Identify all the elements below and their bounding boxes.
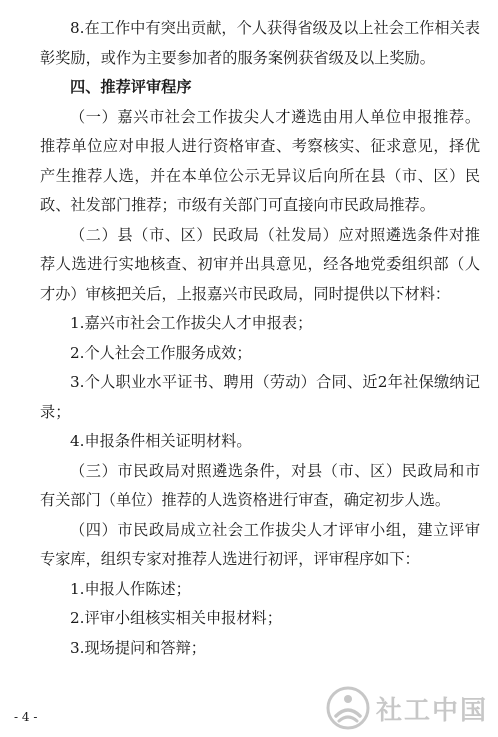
paragraph-item-8: 8.在工作中有突出贡献，个人获得省级及以上社会工作相关表彰奖励，或作为主要参加者的服务案例获省级及以上奖励。: [40, 19, 480, 67]
paragraph-step-1: （一）嘉兴市社会工作拔尖人才遴选由用人单位申报推荐。推荐单位应对申报人进行资格审查、考察核实、征求意见，择优产生推荐人选，并在本单位公示无异议后向所在县（市、区）民政、社发部门推荐；市级有关部门可直接向市民政局推荐。: [40, 107, 480, 214]
watermark-text: 社工中国: [375, 695, 488, 726]
paragraph-step-3: （三）市民政局对照遴选条件，对县（市、区）民政局和市有关部门（单位）推荐的人选资格进行审查，确定初步人选。: [40, 461, 480, 509]
list-item-material-4: 4.申报条件相关证明材料。: [70, 432, 252, 450]
paragraph-step-4: （四）市民政局成立社会工作拔尖人才评审小组，建立评审专家库，组织专家对推荐人选进行初评，评审程序如下：: [40, 520, 480, 568]
list-item-material-2: 2.个人社会工作服务成效；: [70, 343, 252, 362]
document-body: [40, 14, 480, 663]
list-item-review-3: 3.现场提问和答辩；: [70, 638, 206, 657]
paragraph-step-2: （二）县（市、区）民政局（社发局）应对照遴选条件对推荐人选进行实地核查、初审并出具意见，经各地党委组织部（人才办）审核把关后，上报嘉兴市民政局，同时提供以下材料：: [40, 225, 480, 303]
list-item-review-2: 2.评审小组核实相关申报材料；: [70, 609, 282, 627]
list-item-review-1: 1.申报人作陈述；: [70, 579, 191, 598]
watermark: [326, 686, 488, 730]
section-heading-review-procedure: 四、推荐评审程序: [70, 78, 192, 96]
list-item-material-3: 3.个人职业水平证书、聘用（劳动）合同、近2年社保缴纳记录；: [40, 373, 480, 421]
social-work-logo-icon: [326, 686, 370, 730]
page-number: - 4 -: [14, 710, 38, 724]
list-item-material-1: 1.嘉兴市社会工作拔尖人才申报表；: [70, 314, 313, 332]
